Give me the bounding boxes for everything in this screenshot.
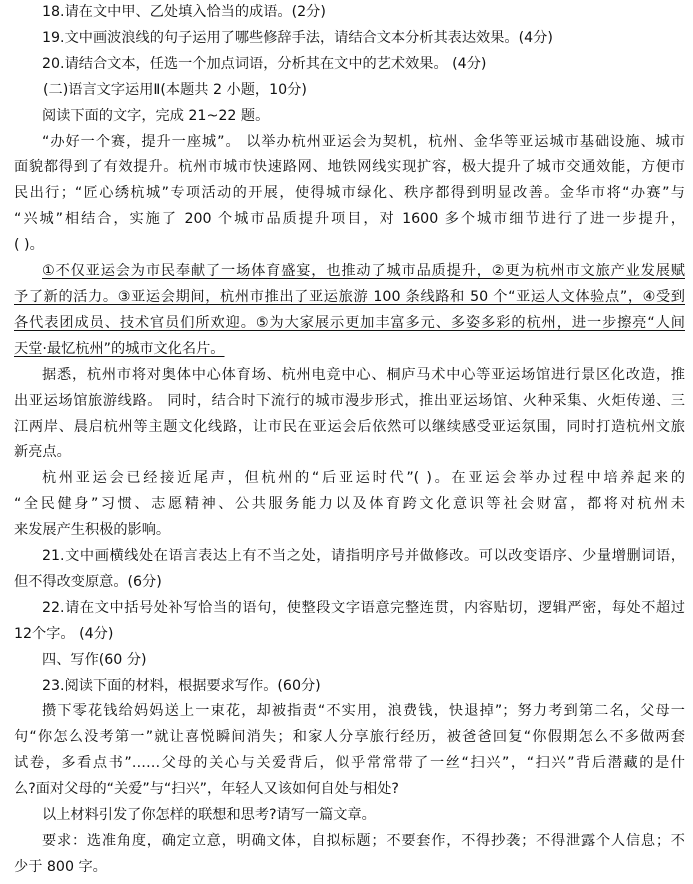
passage-line: 江两岸、晨启杭州等主题文化线路，让市民在亚运会后依然可以继续感受亚运氛围，同时打造杭州文旅 [14,418,685,435]
reading-instruction: 阅读下面的文字，完成 21~22 题。 [42,107,270,124]
passage-line: “办好一个赛，提升一座城”。 以举办杭州亚运会为契机，杭州、金华等亚运城市基础设施、城市 [42,133,685,150]
question-19: 19.文中画波浪线的句子运用了哪些修辞手法，请结合文本分析其表达效果。(4分) [42,29,553,46]
underlined-text: ①不仅亚运会为市民奉献了一场体育盛宴，也推动了城市品质提升，②更为杭州市文旅产业发展赋 [42,263,685,280]
underlined-passage-line [14,337,685,363]
writing-requirements-continued: 少于 800 字。 [14,858,107,875]
question-22-continued: 12个字。 (4分) [14,625,114,642]
section-heading-writing: 四、写作(60 分) [42,651,147,668]
material-line: 攒下零花钱给妈妈送上一束花，却被指责“不实用，浪费钱，快退掉”；努力考到第二名，父母一 [42,703,685,720]
writing-requirements: 要求：选准角度，确定立意，明确文体，自拟标题；不要套作，不得抄袭；不得泄露个人信息；不 [42,833,685,849]
question-21-continued: 但不得改变原意。(6分) [14,573,162,590]
material-line: 么?面对父母的“关爱”与“扫兴”，年轻人又该如何自处与相处? [14,781,399,798]
passage-line: 出亚运场馆旅游线路。 同时，结合时下流行的城市漫步形式，推出亚运场馆、火种采集、火炬传递、三 [14,392,685,409]
writing-prompt: 以上材料引发了你怎样的联想和思考?请写一篇文章。 [42,807,376,824]
underlined-text: 予了新的活力。③亚运会期间，杭州市推出了亚运旅游 100 条线路和 50 个“亚运人文体验点”，④受到 [14,288,685,305]
question-22: 22.请在文中括号处补写恰当的语句，使整段文字语意完整连贯，内容贴切，逻辑严密，每处不超过 [42,599,685,616]
blank-parenthesis-line: ( )。 [14,237,44,254]
underlined-text: 天堂·最忆杭州”的城市文化名片。 [14,340,225,357]
passage-line: 据悉，杭州市将对奥体中心体育场、杭州电竞中心、桐庐马术中心等亚运场馆进行景区化改造，推 [42,366,685,383]
question-23: 23.阅读下面的材料，根据要求写作。(60分) [42,677,321,694]
section-heading-language-use: (二)语言文字运用Ⅱ(本题共 2 小题，10分) [43,81,307,98]
question-21: 21.文中画横线处在语言表达上有不当之处，请指明序号并做修改。可以改变语序、少量增删词语， [42,548,685,565]
underlined-passage-line [14,285,685,311]
question-18: 18.请在文中甲、乙处填入恰当的成语。(2分) [42,4,326,20]
material-line: 试卷，多看点书”……父母的关心与关爱背后，似乎常常带了一丝“扫兴”，“扫兴”背后潜藏的是什 [14,755,685,772]
question-20: 20.请结合文本，任选一个加点词语，分析其在文中的艺术效果。 (4分) [42,55,487,72]
passage-line: “兴城”相结合，实施了 200 个城市品质提升项目，对 1600 多个城市细节进行了进一步提升， [14,211,685,228]
passage-line: 来发展产生积极的影响。 [14,522,171,539]
passage-line: 面貌都得到了有效提升。杭州市城市快速路网、地铁网线实现扩容，极大提升了城市交通效能，方便市 [14,159,685,176]
passage-line: 新亮点。 [14,444,71,461]
material-line: 句“你怎么没考第一”就让喜悦瞬间消失；和家人分享旅行经历，被爸爸回复“你假期怎么不多做两套 [14,729,685,746]
passage-line: “全民健身”习惯、志愿精神、公共服务能力以及体育跨文化意识等社会财富，都将对杭州未 [14,496,685,513]
underlined-passage-line [14,259,685,285]
underlined-passage-line [14,311,685,337]
passage-line: 杭州亚运会已经接近尾声，但杭州的“后亚运时代”( )。在亚运会举办过程中培养起来的 [42,470,685,487]
passage-line: 民出行；“匠心绣杭城”专项活动的开展，使得城市绿化、秩序都得到明显改善。金华市将“办赛”与 [14,185,685,202]
underlined-text: 各代表团成员、技术官员们所欢迎。⑤为大家展示更加丰富多元、多姿多彩的杭州，进一步擦亮“人间 [14,314,685,331]
